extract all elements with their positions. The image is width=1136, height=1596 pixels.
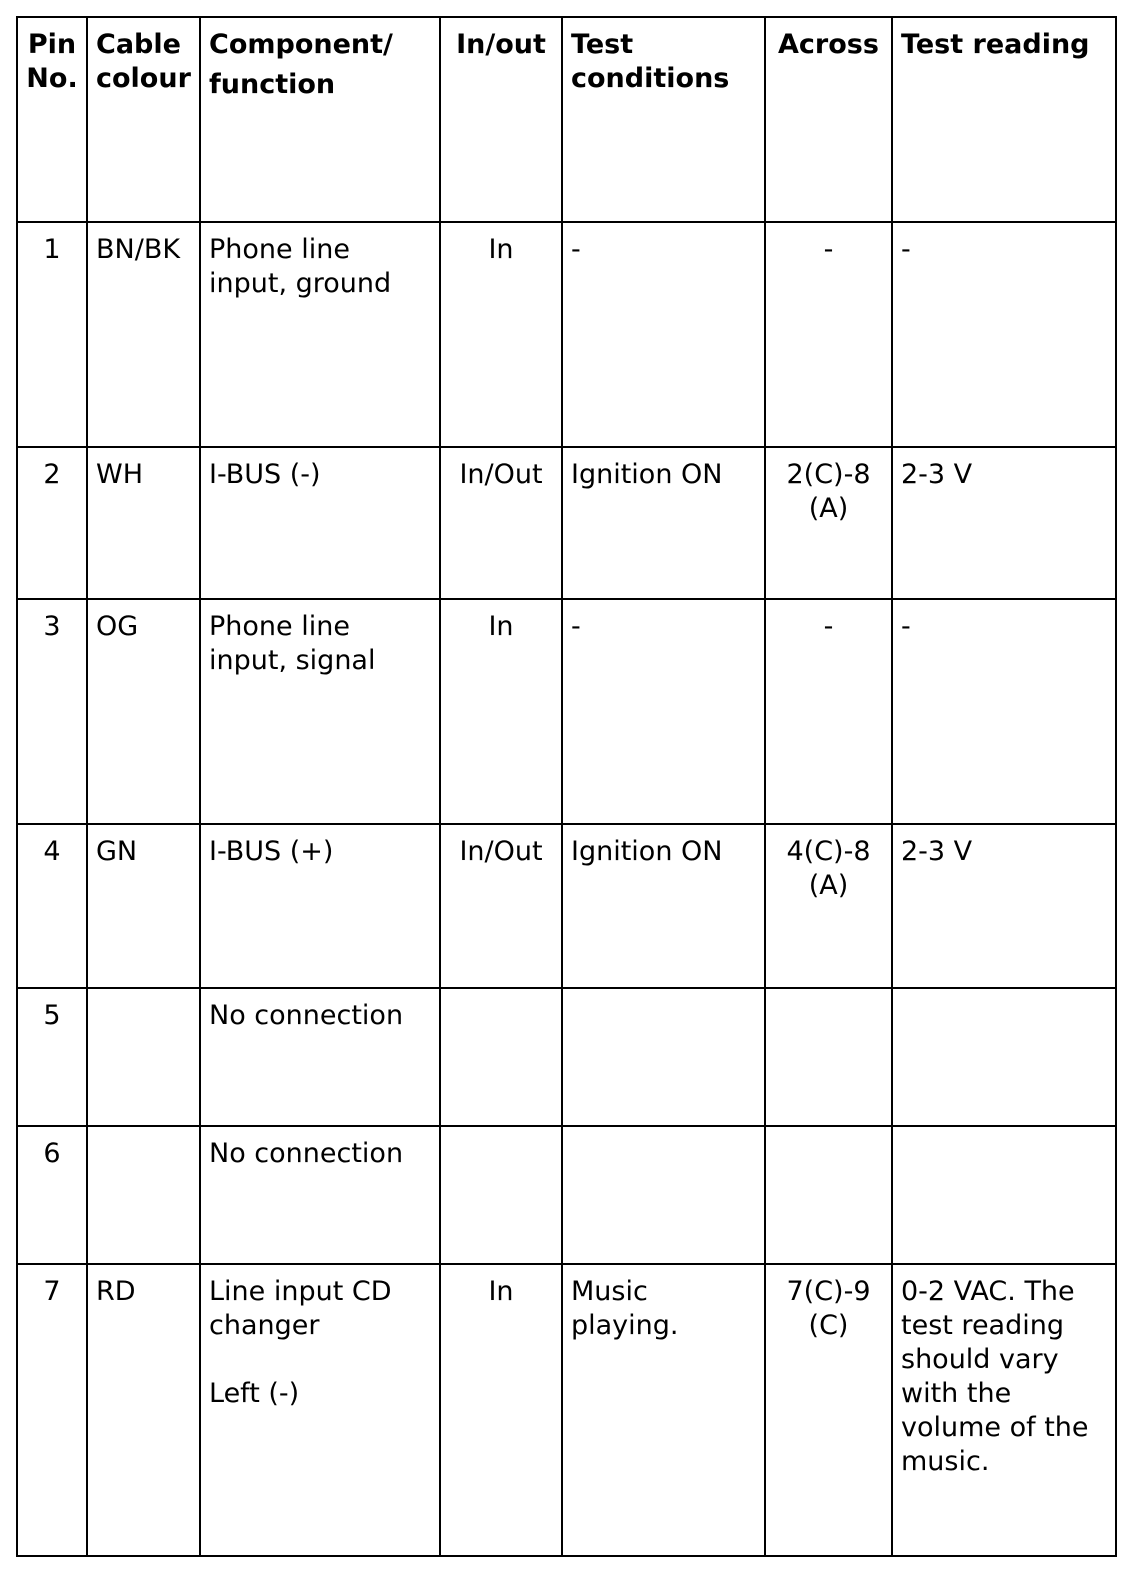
header-pin: Pin No. bbox=[17, 17, 87, 222]
inout-cell: In bbox=[440, 222, 562, 447]
table-row bbox=[17, 988, 1116, 1126]
test-conditions-cell: Ignition ON bbox=[562, 447, 765, 599]
table-body bbox=[17, 222, 1116, 1556]
test-conditions-cell: Ignition ON bbox=[562, 824, 765, 988]
cable-cell: WH bbox=[87, 447, 200, 599]
test-reading-cell: - bbox=[892, 222, 1116, 447]
inout-cell bbox=[440, 1126, 562, 1264]
test-conditions-cell bbox=[562, 1126, 765, 1264]
table-row bbox=[17, 1264, 1116, 1556]
test-reading-cell: 0-2 VAC. The test reading should vary with the volume of the music. bbox=[892, 1264, 1116, 1556]
component-cell: I-BUS (-) bbox=[200, 447, 440, 599]
pin-cell: 2 bbox=[17, 447, 87, 599]
header-component-line1: Component/ bbox=[209, 29, 393, 60]
test-reading-cell bbox=[892, 1126, 1116, 1264]
table-row bbox=[17, 1126, 1116, 1264]
component-cell: No connection bbox=[200, 988, 440, 1126]
across-cell bbox=[765, 988, 892, 1126]
across-cell: 2(C)-8 (A) bbox=[765, 447, 892, 599]
pin-cell: 4 bbox=[17, 824, 87, 988]
test-conditions-cell: - bbox=[562, 222, 765, 447]
across-cell: 4(C)-8 (A) bbox=[765, 824, 892, 988]
cable-cell bbox=[87, 1126, 200, 1264]
across-cell: - bbox=[765, 222, 892, 447]
inout-cell: In/Out bbox=[440, 824, 562, 988]
test-conditions-cell: - bbox=[562, 599, 765, 824]
header-test-conditions: Test conditions bbox=[562, 17, 765, 222]
header-row bbox=[17, 17, 1116, 222]
test-reading-cell bbox=[892, 988, 1116, 1126]
table-header bbox=[17, 17, 1116, 222]
component-cell: Line input CD changer Left (-) bbox=[200, 1264, 440, 1556]
cable-cell: RD bbox=[87, 1264, 200, 1556]
test-conditions-cell: Music playing. bbox=[562, 1264, 765, 1556]
pin-cell: 1 bbox=[17, 222, 87, 447]
pin-assignment-table bbox=[16, 16, 1117, 1557]
cable-cell: OG bbox=[87, 599, 200, 824]
table-row bbox=[17, 824, 1116, 988]
cable-cell bbox=[87, 988, 200, 1126]
pin-cell: 3 bbox=[17, 599, 87, 824]
across-cell: 7(C)-9 (C) bbox=[765, 1264, 892, 1556]
inout-cell: In bbox=[440, 599, 562, 824]
table-row bbox=[17, 599, 1116, 824]
header-component-function bbox=[200, 17, 440, 222]
cable-cell: BN/BK bbox=[87, 222, 200, 447]
pin-cell: 5 bbox=[17, 988, 87, 1126]
component-cell: Phone line input, signal bbox=[200, 599, 440, 824]
across-cell: - bbox=[765, 599, 892, 824]
header-component-line2: function bbox=[209, 69, 336, 100]
inout-cell: In/Out bbox=[440, 447, 562, 599]
header-in-out: In/out bbox=[440, 17, 562, 222]
inout-cell bbox=[440, 988, 562, 1126]
table-row bbox=[17, 222, 1116, 447]
inout-cell: In bbox=[440, 1264, 562, 1556]
cable-cell: GN bbox=[87, 824, 200, 988]
test-reading-cell: 2-3 V bbox=[892, 824, 1116, 988]
pin-cell: 7 bbox=[17, 1264, 87, 1556]
table-row bbox=[17, 447, 1116, 599]
component-cell: I-BUS (+) bbox=[200, 824, 440, 988]
header-across: Across bbox=[765, 17, 892, 222]
header-cable-colour: Cable colour bbox=[87, 17, 200, 222]
test-conditions-cell bbox=[562, 988, 765, 1126]
test-reading-cell: 2-3 V bbox=[892, 447, 1116, 599]
component-cell: Phone line input, ground bbox=[200, 222, 440, 447]
component-cell: No connection bbox=[200, 1126, 440, 1264]
test-reading-cell: - bbox=[892, 599, 1116, 824]
across-cell bbox=[765, 1126, 892, 1264]
pin-cell: 6 bbox=[17, 1126, 87, 1264]
header-test-reading: Test reading bbox=[892, 17, 1116, 222]
